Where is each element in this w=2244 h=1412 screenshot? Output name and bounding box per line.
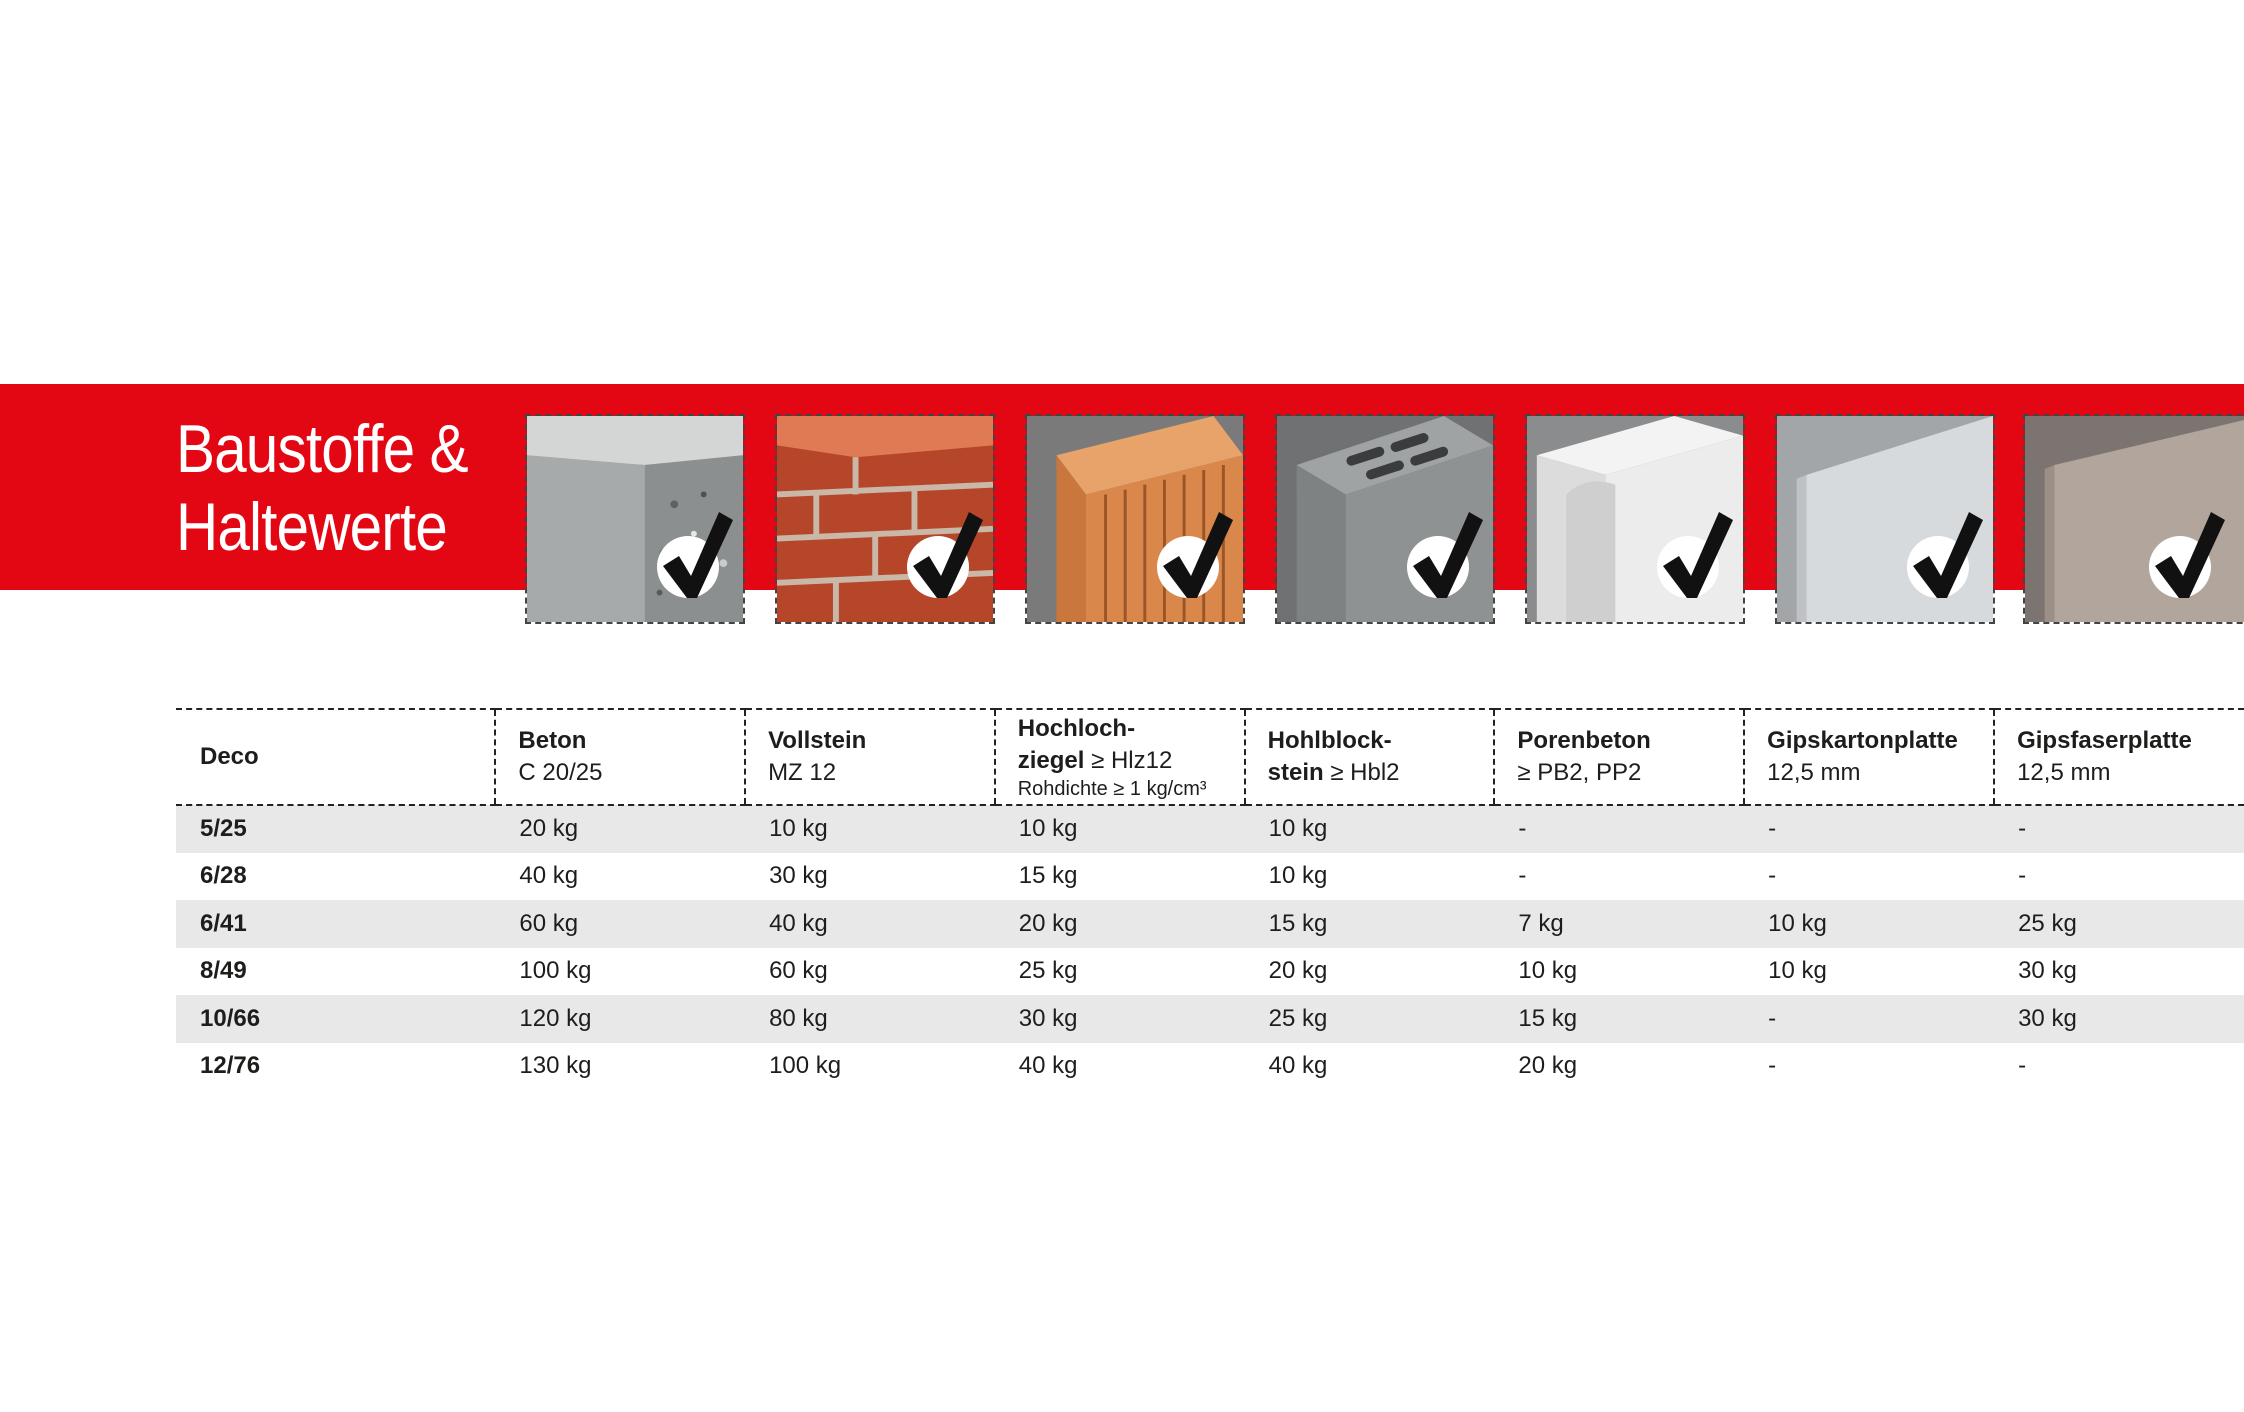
column-header-gipskarton-name: Gipskartonplatte <box>1767 727 1958 754</box>
table-cell-load: 40 kg <box>519 862 579 890</box>
table-cell-load: - <box>1768 1052 1777 1080</box>
checkmark-icon <box>907 536 969 598</box>
table-cell-load: 10 kg <box>1744 900 1994 948</box>
table-row <box>176 948 2244 996</box>
table-cell-load: 30 kg <box>1994 995 2244 1043</box>
table-cell-load: 30 kg <box>769 862 828 890</box>
table-cell-load: 25 kg <box>1245 995 1495 1043</box>
table-cell-load: 25 kg <box>1994 900 2244 948</box>
table-cell-load: 15 kg <box>1018 862 1078 890</box>
table-cell-load: 40 kg <box>1018 1052 1078 1080</box>
concrete-block-icon <box>525 414 745 624</box>
table-cell-load: - <box>1994 805 2244 853</box>
perforated-brick-icon <box>1025 414 1245 624</box>
column-header-gipskarton-spec: 12,5 mm <box>1767 759 1861 786</box>
table-row <box>176 853 2244 901</box>
row-deco-size: 10/66 <box>176 995 495 1043</box>
row-deco-size: 5/25 <box>176 805 495 853</box>
table-row <box>176 900 2244 948</box>
table-cell-load: 20 kg <box>1518 1052 1578 1080</box>
column-header-hochloch-name-1: Hochloch- <box>1017 715 1136 742</box>
table-cell-load: 10 kg <box>745 805 995 853</box>
table-cell-load: - <box>1494 805 1744 853</box>
column-header-vollstein-name: Vollstein <box>768 727 867 754</box>
table-cell-load: 130 kg <box>519 1052 592 1080</box>
column-header-deco: Deco <box>176 709 495 805</box>
column-header-hohlblock-name-2: stein <box>1267 759 1324 786</box>
table-cell-load: - <box>1744 995 1994 1043</box>
column-header-beton <box>495 709 745 805</box>
plasterboard-icon <box>1775 414 1995 624</box>
table-cell-load: 60 kg <box>495 900 745 948</box>
gypsum-fibreboard-icon <box>2023 414 2244 624</box>
checkmark-icon <box>657 536 719 598</box>
table-cell-load: 80 kg <box>745 995 995 1043</box>
table-cell-load: 30 kg <box>995 995 1245 1043</box>
column-header-vollstein <box>745 709 995 805</box>
load-values-table <box>176 708 2244 1090</box>
row-deco-size: 8/49 <box>200 957 247 985</box>
table-cell-load: 25 kg <box>1018 957 1078 985</box>
column-header-hochlochziegel <box>995 709 1245 805</box>
column-header-porenbeton-name: Porenbeton <box>1517 727 1651 754</box>
table-cell-load: 10 kg <box>1268 862 1328 890</box>
table-cell-load: 20 kg <box>1268 957 1328 985</box>
table-cell-load: 20 kg <box>495 805 745 853</box>
table-row <box>176 1043 2244 1091</box>
column-header-vollstein-spec: MZ 12 <box>768 759 837 786</box>
row-deco-size: 6/41 <box>176 900 495 948</box>
table-header-row <box>176 709 2244 805</box>
table-cell-load: 10 kg <box>1245 805 1495 853</box>
column-header-beton-spec: C 20/25 <box>518 759 603 786</box>
checkmark-icon <box>1407 536 1469 598</box>
table-cell-load: 10 kg <box>995 805 1245 853</box>
column-header-porenbeton <box>1494 709 1744 805</box>
table-cell-load: 100 kg <box>519 957 592 985</box>
column-header-hohlblockstein <box>1245 709 1495 805</box>
column-header-hochloch-spec: ≥ Hlz12 <box>1084 747 1173 774</box>
column-header-beton-name: Beton <box>518 727 587 754</box>
table-body <box>176 805 2244 1090</box>
table-cell-load: - <box>1768 862 1777 890</box>
table-cell-load: 10 kg <box>1518 957 1578 985</box>
table-cell-load: 15 kg <box>1245 900 1495 948</box>
table-cell-load: 100 kg <box>769 1052 842 1080</box>
row-deco-size: 6/28 <box>200 862 247 890</box>
table-cell-load: 15 kg <box>1494 995 1744 1043</box>
page-title-line-1: Baustoffe & <box>176 411 468 487</box>
brick-wall-icon <box>775 414 995 624</box>
checkmark-icon <box>1907 536 1969 598</box>
row-deco-size: 12/76 <box>200 1052 261 1080</box>
column-header-gipsfaser-name: Gipsfaserplatte <box>2017 727 2192 754</box>
column-header-hochloch-name-2: ziegel <box>1017 747 1085 774</box>
table-cell-load: 120 kg <box>495 995 745 1043</box>
table-cell-load: 10 kg <box>1768 957 1827 985</box>
table-cell-load: 40 kg <box>1268 1052 1328 1080</box>
table-cell-load: 30 kg <box>2018 957 2077 985</box>
column-header-hohlblock-spec: ≥ Hbl2 <box>1323 759 1400 786</box>
page-title-line-2: Haltewerte <box>176 489 447 565</box>
table-cell-load: - <box>2018 862 2027 890</box>
column-header-porenbeton-spec: ≥ PB2, PP2 <box>1517 759 1642 786</box>
column-header-hohlblock-name-1: Hohlblock- <box>1267 727 1392 754</box>
table-cell-load: - <box>1518 862 1527 890</box>
column-header-gipsfaserplatte <box>1994 709 2244 805</box>
table-row <box>176 805 2244 853</box>
table-row <box>176 995 2244 1043</box>
table-cell-load: - <box>2018 1052 2027 1080</box>
table-cell-load: 40 kg <box>745 900 995 948</box>
checkmark-icon <box>1657 536 1719 598</box>
table-cell-load: 60 kg <box>769 957 828 985</box>
hollow-block-icon <box>1275 414 1495 624</box>
aerated-concrete-icon <box>1525 414 1745 624</box>
column-header-gipsfaser-spec: 12,5 mm <box>2017 759 2111 786</box>
column-header-gipskartonplatte <box>1744 709 1994 805</box>
column-header-hochloch-density: Rohdichte ≥ 1 kg/cm³ <box>1017 778 1207 800</box>
table-cell-load: 7 kg <box>1494 900 1744 948</box>
table-cell-load: 20 kg <box>995 900 1245 948</box>
checkmark-icon <box>2149 536 2211 598</box>
checkmark-icon <box>1157 536 1219 598</box>
table-cell-load: - <box>1744 805 1994 853</box>
